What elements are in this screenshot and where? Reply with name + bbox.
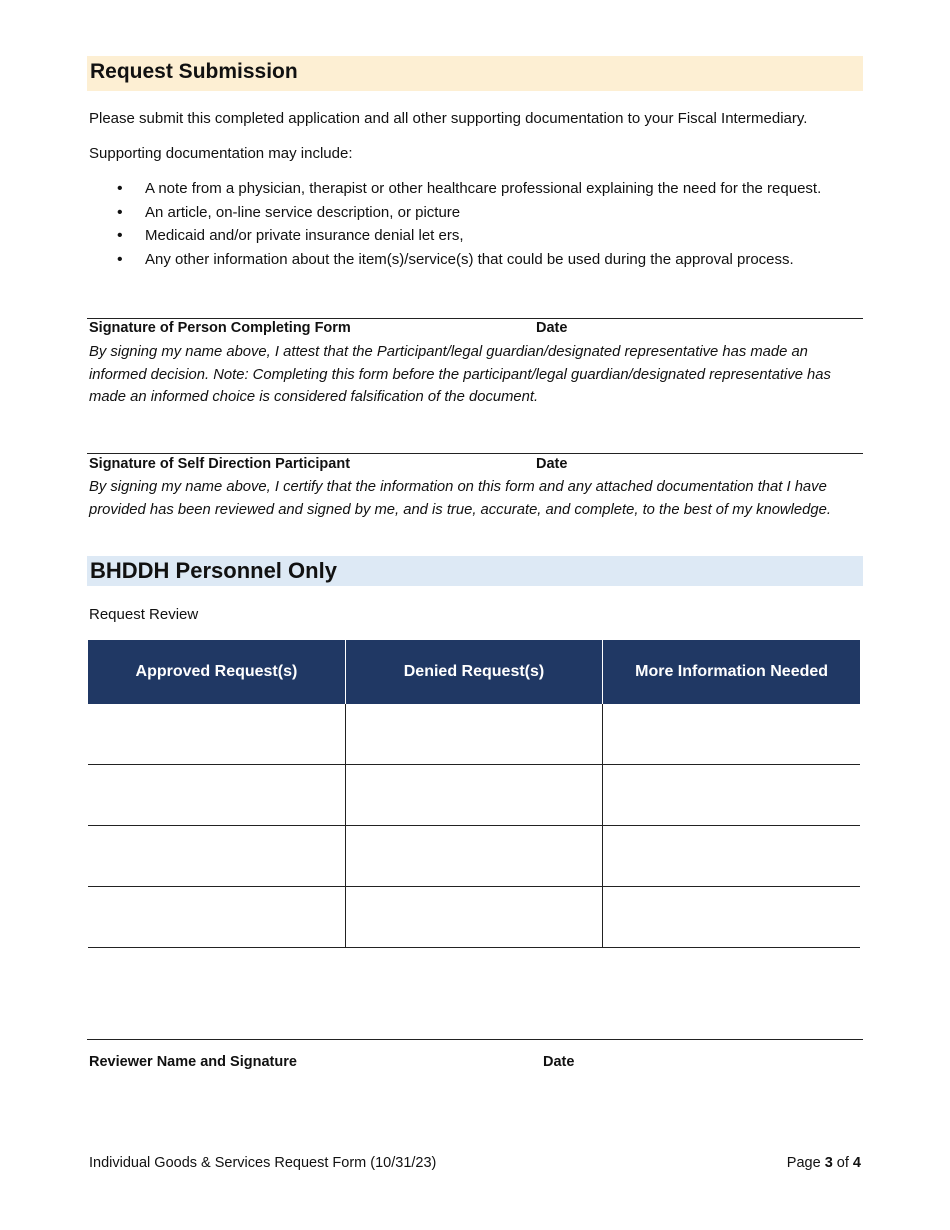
footer-form-name: Individual Goods & Services Request Form (10/31/23) [89,1155,437,1171]
column-header-denied: Denied Request(s) [345,640,602,704]
table-row [88,887,860,948]
signature-line-1[interactable] [87,318,863,319]
table-cell[interactable] [88,704,345,765]
table-cell[interactable] [345,765,602,826]
table-cell[interactable] [345,704,602,765]
request-review-label: Request Review [89,606,199,623]
intro-paragraph: Please submit this completed application and all other supporting documentation to your Fiscal Intermediary. [89,110,808,127]
page-of: of [836,1155,849,1171]
table-row [88,826,860,887]
table-cell[interactable] [603,765,860,826]
signature-2-date-label: Date [536,456,568,472]
table-cell[interactable] [603,887,860,948]
section-header-request-submission [87,56,863,91]
list-item: • Medicaid and/or private insurance denial let ers, [117,227,821,251]
table-cell[interactable] [88,826,345,887]
reviewer-date-label: Date [543,1054,575,1070]
table-cell[interactable] [345,826,602,887]
signature-line-2[interactable] [87,453,863,454]
signature-2-attestation: By signing my name above, I certify that the information on this form and any attached documentation that I have provided has been reviewed and signed by me, and is true, accurate, and complete, to the best of my knowledge. [89,479,831,518]
signature-2-label: Signature of Self Direction Participant [89,456,351,472]
column-header-approved: Approved Request(s) [88,640,345,704]
supporting-docs-list [117,180,821,274]
section-title: BHDDH Personnel Only [90,558,337,583]
table-cell[interactable] [603,704,860,765]
reviewer-signature-line[interactable] [87,1039,863,1040]
signature-1-label: Signature of Person Completing Form [89,320,351,336]
table-cell[interactable] [88,887,345,948]
footer-page-number [787,1155,861,1171]
table-cell[interactable] [603,826,860,887]
table-row [88,765,860,826]
column-header-more-info: More Information Needed [603,640,860,704]
page-total: 4 [852,1155,861,1171]
page-prefix: Page [786,1155,821,1171]
request-review-table [88,640,860,948]
table-row [88,704,860,765]
page-current: 3 [824,1155,833,1171]
list-item: • A note from a physician, therapist or other healthcare professional explaining the need for the request. [117,180,821,204]
reviewer-label: Reviewer Name and Signature [89,1054,297,1070]
table-cell[interactable] [345,887,602,948]
signature-1-date-label: Date [536,320,568,336]
list-item: • An article, on-line service description, or picture [117,204,821,228]
section-title: Request Submission [90,60,298,83]
supporting-docs-heading: Supporting documentation may include: [89,145,353,162]
list-item: • Any other information about the item(s)/service(s) that could be used during the approval process. [117,251,821,275]
signature-1-attestation: By signing my name above, I attest that the Participant/legal guardian/designated representative has made an informed decision. Note: Completing this form before the participant/legal guardian/designated representative has made an informed choice is considered falsification of the document. [89,344,831,405]
table-cell[interactable] [88,765,345,826]
section-header-bhddh-personnel [87,556,863,586]
